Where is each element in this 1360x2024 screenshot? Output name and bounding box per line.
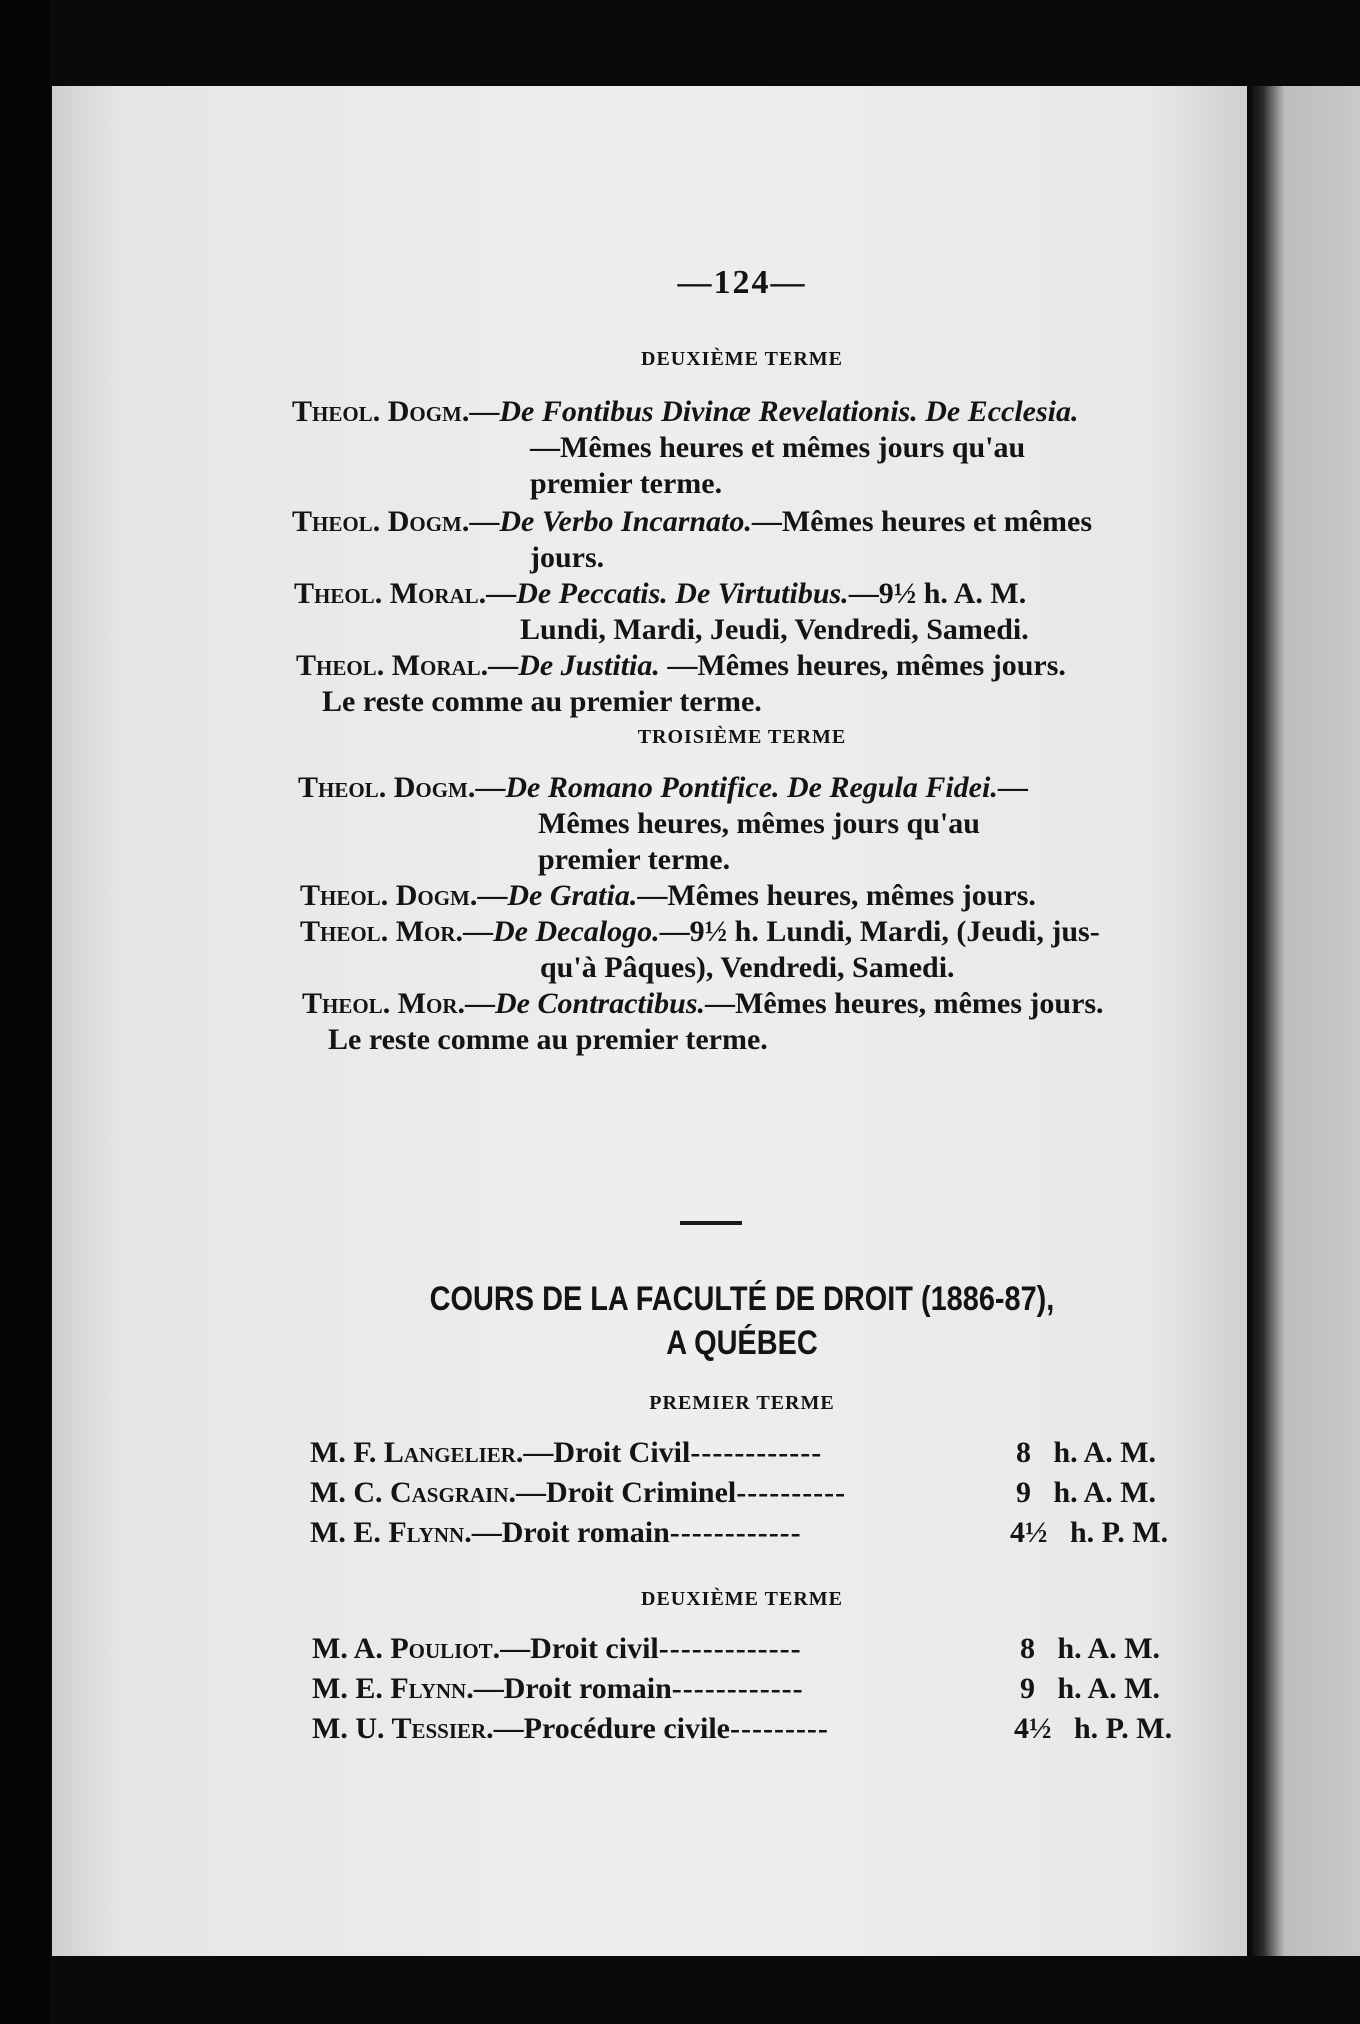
theology-line: Theol. Dogm.—De Gratia.—Mêmes heures, mêmes jours. xyxy=(300,879,1036,912)
section-heading-deuxieme-terme-droit: DEUXIÈME TERME xyxy=(641,1588,843,1610)
law-course-row: M. C. Casgrain.—Droit Criminel---------- xyxy=(310,1476,847,1509)
theology-line: Mêmes heures, mêmes jours qu'au xyxy=(538,807,980,840)
theology-line: Theol. Dogm.—De Fontibus Divinæ Revelationis. De Ecclesia. xyxy=(292,395,1079,428)
law-course-row: M. E. Flynn.—Droit romain------------ xyxy=(312,1672,804,1705)
theology-line: Le reste comme au premier terme. xyxy=(328,1023,768,1056)
law-course-row: M. A. Pouliot.—Droit civil------------- xyxy=(312,1632,802,1665)
theology-line: Le reste comme au premier terme. xyxy=(322,685,762,718)
theology-line: premier terme. xyxy=(530,467,723,500)
law-course-hour: 9 h. A. M. xyxy=(1016,1476,1157,1509)
faculty-title: COURS DE LA FACULTÉ DE DROIT (1886-87), xyxy=(429,1280,1055,1318)
section-divider xyxy=(680,1221,742,1225)
theology-line: qu'à Pâques), Vendredi, Samedi. xyxy=(540,951,955,984)
law-course-row: M. U. Tessier.—Procédure civile--------- xyxy=(312,1712,829,1745)
book-spine-shadow xyxy=(0,0,50,2024)
law-course-hour: 8 h. A. M. xyxy=(1020,1632,1161,1665)
theology-line: Theol. Dogm.—De Verbo Incarnato.—Mêmes heures et mêmes xyxy=(292,505,1093,538)
theology-line: Theol. Moral.—De Justitia. —Mêmes heures, mêmes jours. xyxy=(296,649,1066,682)
theology-line: Theol. Moral.—De Peccatis. De Virtutibus.—9½ h. A. M. xyxy=(294,577,1027,610)
law-course-hour: 8 h. A. M. xyxy=(1016,1436,1157,1469)
scanned-page xyxy=(52,86,1247,1956)
theology-line: Theol. Dogm.—De Romano Pontifice. De Regula Fidei.— xyxy=(298,771,1028,804)
law-course-hour: 9 h. A. M. xyxy=(1020,1672,1161,1705)
theology-line: —Mêmes heures et mêmes jours qu'au xyxy=(530,431,1026,464)
theology-line: Theol. Mor.—De Contractibus.—Mêmes heures, mêmes jours. xyxy=(302,987,1104,1020)
law-course-hour: 4½ h. P. M. xyxy=(1010,1516,1169,1549)
law-course-row: M. E. Flynn.—Droit romain------------ xyxy=(310,1516,802,1549)
theology-line: jours. xyxy=(530,541,605,574)
theology-line: Lundi, Mardi, Jeudi, Vendredi, Samedi. xyxy=(520,613,1029,646)
law-course-row: M. F. Langelier.—Droit Civil------------ xyxy=(310,1436,823,1469)
section-heading-troisieme-terme: TROISIÈME TERME xyxy=(637,726,847,748)
faculty-subtitle: A QUÉBEC xyxy=(666,1324,818,1362)
theology-line: premier terme. xyxy=(538,843,731,876)
page-number: —124— xyxy=(677,264,807,301)
section-heading-deuxieme-terme: DEUXIÈME TERME xyxy=(641,348,843,370)
law-course-hour: 4½ h. P. M. xyxy=(1014,1712,1173,1745)
theology-line: Theol. Mor.—De Decalogo.—9½ h. Lundi, Mardi, (Jeudi, jus- xyxy=(300,915,1100,948)
section-heading-premier-terme: PREMIER TERME xyxy=(649,1392,835,1414)
facing-page-edge xyxy=(1252,86,1360,1956)
